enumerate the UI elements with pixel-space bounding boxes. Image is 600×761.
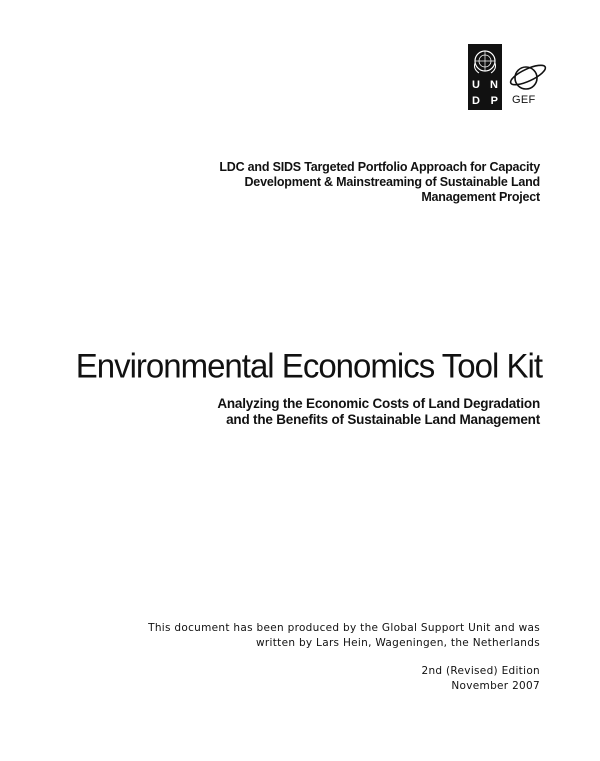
- publication-date: November 2007: [451, 680, 540, 692]
- subtitle-line: and the Benefits of Sustainable Land Management: [226, 412, 540, 427]
- document-title: Environmental Economics Tool Kit: [75, 346, 542, 385]
- undp-letter-n: N: [490, 79, 498, 91]
- edition-info: [240, 664, 540, 694]
- undp-letter-d: D: [472, 95, 480, 107]
- undp-letter-p: P: [490, 95, 498, 107]
- project-line: Development & Mainstreaming of Sustainable Land: [244, 175, 540, 189]
- credits-line: written by Lars Hein, Wageningen, the Netherlands: [256, 637, 540, 649]
- project-name: [180, 160, 540, 205]
- project-line: LDC and SIDS Targeted Portfolio Approach for Capacity: [219, 160, 540, 174]
- gef-label: GEF: [512, 94, 536, 106]
- credits-line: This document has been produced by the Global Support Unit and was: [148, 622, 540, 634]
- undp-letter-u: U: [472, 79, 480, 91]
- logo-group: [468, 44, 550, 114]
- edition-label: 2nd (Revised) Edition: [421, 665, 540, 677]
- undp-logo: [468, 44, 502, 110]
- subtitle-line: Analyzing the Economic Costs of Land Degradation: [217, 396, 540, 411]
- project-line: Management Project: [421, 190, 540, 204]
- document-subtitle: [120, 396, 540, 428]
- un-emblem-icon: [471, 47, 499, 75]
- credits-statement: [120, 621, 540, 651]
